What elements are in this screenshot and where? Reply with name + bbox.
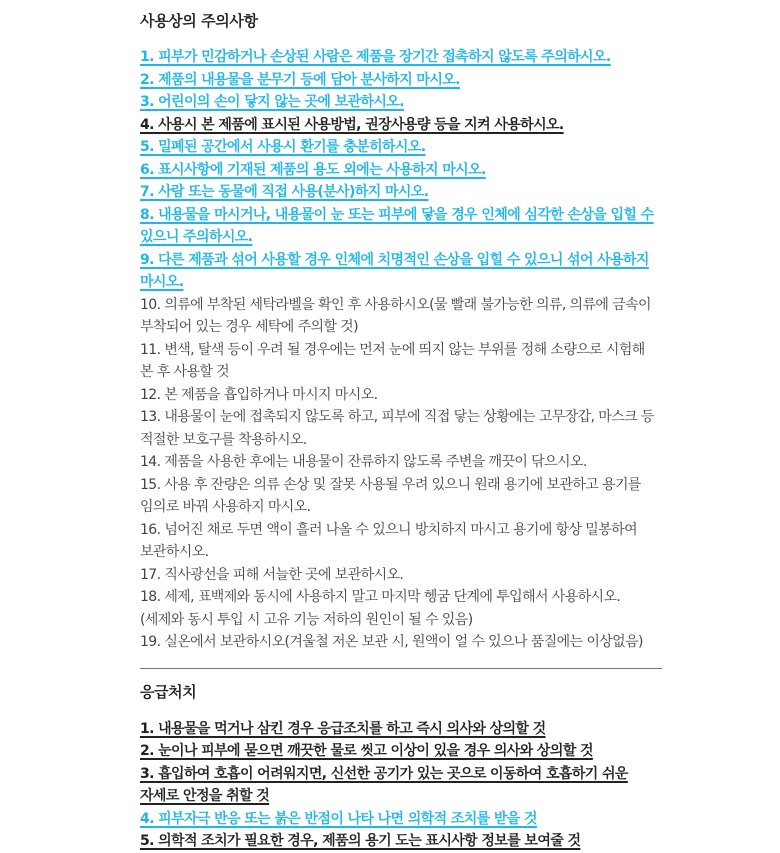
precaution-item: 17. 직사광선을 피해 서늘한 곳에 보관하시오. xyxy=(140,566,404,583)
precautions-section xyxy=(140,10,660,654)
precaution-item: 14. 제품을 사용한 후에는 내용물이 잔류하지 않도록 주변을 깨끗이 닦으시오. xyxy=(140,454,587,470)
precaution-item: 7. 사람 또는 동물에 직접 사용(분사)하지 마시오. xyxy=(140,184,429,200)
precaution-item: 18. 세제, 표백제와 동시에 사용하지 말고 마지막 헹굼 단계에 투입해서 사용하시오. (세제와 동시 투입 시 고유 기능 저하의 원인이 될 수 있음) xyxy=(140,589,621,628)
precaution-item: 6. 표시사항에 기재된 제품의 용도 외에는 사용하지 마시오. xyxy=(140,161,486,178)
precautions-list xyxy=(140,46,660,654)
precaution-item: 12. 본 제품을 흡입하거나 마시지 마시오. xyxy=(140,386,378,403)
precaution-item: 5. 밀폐된 공간에서 사용시 환기를 충분히하시오. xyxy=(140,139,426,155)
precaution-item: 9. 다른 제품과 섞어 사용할 경우 인체에 치명적인 손상을 입힐 수 있으니 섞어 사용하지 마시오. xyxy=(140,251,649,290)
precaution-item: 19. 실온에서 보관하시오(겨울철 저온 보관 시, 원액이 얼 수 있으나 품질에는 이상없음) xyxy=(140,634,643,650)
first-aid-item: 2. 눈이나 피부에 묻으면 깨끗한 물로 씻고 이상이 있을 경우 의사와 상의할 것 xyxy=(140,743,593,759)
section-divider xyxy=(140,668,662,669)
precaution-item: 3. 어린이의 손이 닿지 않는 곳에 보관하시오. xyxy=(140,94,404,110)
precaution-item: 4. 사용시 본 제품에 표시된 사용방법, 권장사용량 등을 지켜 사용하시오. xyxy=(140,116,564,133)
precautions-title: 사용상의 주의사항 xyxy=(140,12,258,30)
precaution-item: 1. 피부가 민감하거나 손상된 사람은 제품을 장기간 접촉하지 않도록 주의하시오. xyxy=(140,49,611,65)
first-aid-item: 5. 의학적 조치가 필요한 경우, 제품의 용기 도는 표시사항 정보를 보여줄 것 xyxy=(140,833,581,849)
first-aid-title: 응급처치 xyxy=(140,682,197,701)
first-aid-item: 4. 피부자극 반응 또는 붉은 반점이 나타 나면 의학적 조치를 받을 것 xyxy=(140,810,537,827)
precaution-item: 15. 사용 후 잔량은 의류 손상 및 잘못 사용될 우려 있으니 원래 용기에 보관하고 용기를 임의로 바꿔 사용하지 마시오. xyxy=(140,476,641,515)
precaution-item: 8. 내용물을 마시거나, 내용물이 눈 또는 피부에 닿을 경우 인체에 심각한 손상을 입힐 수 있으니 주의하시오. xyxy=(140,206,654,245)
precaution-item: 13. 내용물이 눈에 접촉되지 않도록 하고, 피부에 직접 닿는 상황에는 고무장갑, 마스크 등 적절한 보호구를 착용하시오. xyxy=(140,409,654,448)
precaution-item: 10. 의류에 부착된 세탁라벨을 확인 후 사용하시오(물 빨래 불가능한 의류, 의류에 금속이 부착되어 있는 경우 세탁에 주의할 것) xyxy=(140,296,651,335)
precaution-item: 16. 넘어진 채로 두면 액이 흘러 나올 수 있으니 방치하지 마시고 용기에 항상 밀봉하여 보관하시오. xyxy=(140,521,638,560)
precaution-item: 11. 변색, 탈색 등이 우려 될 경우에는 먼저 눈에 띄지 않는 부위를 정해 소량으로 시험해 본 후 사용할 것 xyxy=(140,341,645,380)
first-aid-item: 1. 내용물을 먹거나 삼킨 경우 응급조치를 하고 즉시 의사와 상의할 것 xyxy=(140,720,546,737)
document xyxy=(140,0,660,853)
precaution-item: 2. 제품의 내용물을 분무기 등에 담아 분사하지 마시오. xyxy=(140,71,460,88)
first-aid-list xyxy=(140,718,660,853)
first-aid-section xyxy=(140,681,660,853)
first-aid-item: 3. 흡입하여 호흡이 어려워지면, 신선한 공기가 있는 곳으로 이동하여 호흡하기 쉬운 자세로 안정을 취할 것 xyxy=(140,765,628,804)
